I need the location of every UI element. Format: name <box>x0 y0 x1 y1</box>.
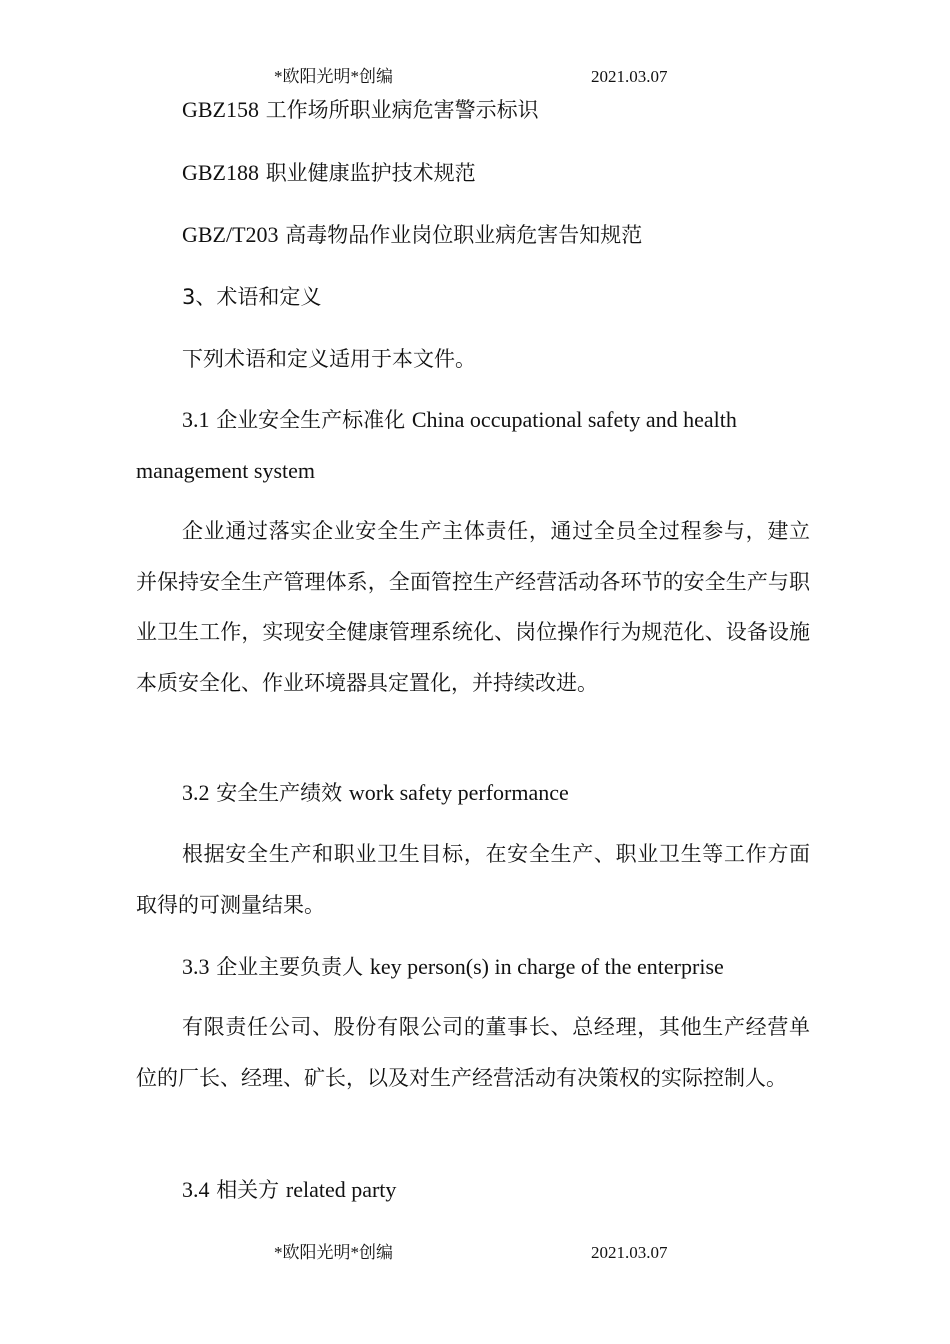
standard-item <box>136 222 810 248</box>
term-heading <box>136 954 810 980</box>
term-definition: 根据安全生产和职业卫生目标，在安全生产、职业卫生等工作方面取得的可测量结果。 <box>136 842 810 917</box>
term-heading <box>136 780 810 806</box>
term-zh: 企业安全生产标准化 <box>216 408 406 432</box>
term-zh: 企业主要负责人 <box>216 955 364 979</box>
section-heading: 3、术语和定义 <box>182 285 322 309</box>
term-en: China occupational safety and health management system <box>136 407 737 483</box>
term-heading <box>136 1177 810 1203</box>
intro-text: 下列术语和定义适用于本文件。 <box>182 347 476 371</box>
term-definition: 有限责任公司、股份有限公司的董事长、总经理，其他生产经营单位的厂长、经理、矿长，以及对生产经营活动有决策权的实际控制人。 <box>136 1015 810 1090</box>
term-zh: 安全生产绩效 <box>216 781 343 805</box>
standard-item <box>136 97 810 123</box>
term-number: 3.1 <box>182 407 210 432</box>
standard-code: GBZ188 <box>182 160 259 185</box>
term-heading <box>136 395 810 496</box>
standard-code: GBZ/T203 <box>182 222 279 247</box>
term-en: work safety performance <box>348 780 569 805</box>
term-number: 3.2 <box>182 780 210 805</box>
term-en: related party <box>285 1177 397 1202</box>
term-en: key person(s) in charge of the enterprise <box>369 954 724 979</box>
term-number: 3.4 <box>182 1177 210 1202</box>
term-definition: 企业通过落实企业安全生产主体责任，通过全员全过程参与，建立并保持安全生产管理体系，全面管控生产经营活动各环节的安全生产与职业卫生工作，实现安全健康管理系统化、岗位操作行为规范化、设备设施本质安全化、作业环境器具定置化，并持续改进。 <box>136 519 810 695</box>
standard-code: GBZ158 <box>182 97 259 122</box>
header-date: 2021.03.07 <box>591 67 668 86</box>
standard-title: 工作场所职业病危害警示标识 <box>265 98 539 122</box>
header-author: *欧阳光明*创编 <box>274 67 393 86</box>
standard-title: 职业健康监护技术规范 <box>265 161 476 185</box>
standard-title: 高毒物品作业岗位职业病危害告知规范 <box>285 223 643 247</box>
footer-date: 2021.03.07 <box>591 1243 668 1262</box>
term-number: 3.3 <box>182 954 210 979</box>
standard-item <box>136 160 810 186</box>
term-zh: 相关方 <box>216 1178 280 1202</box>
footer-author: *欧阳光明*创编 <box>274 1243 393 1262</box>
